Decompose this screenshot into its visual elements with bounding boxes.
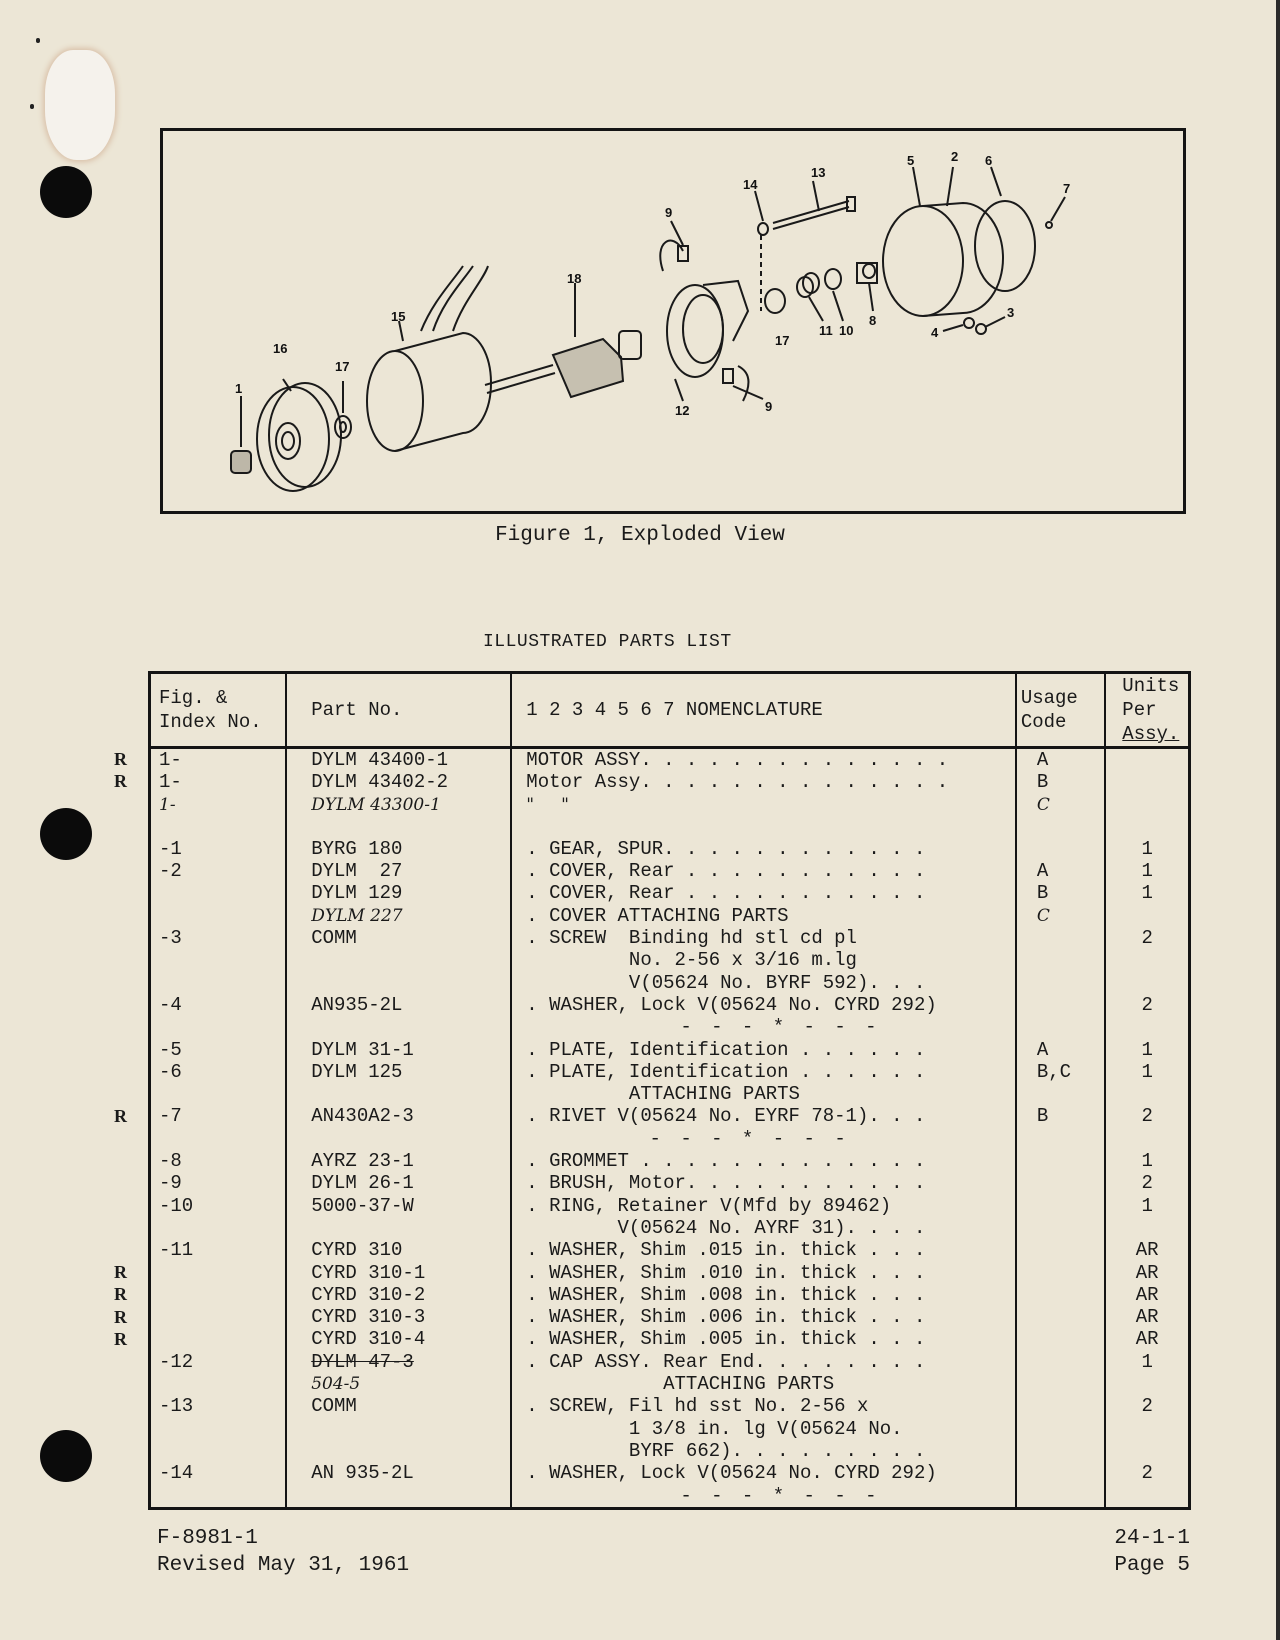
usage-code-cell (1016, 1462, 1105, 1484)
table-row (150, 1016, 1190, 1038)
usage-code-cell (1016, 1440, 1105, 1462)
table-row (150, 1373, 1190, 1395)
table-row (150, 1239, 1190, 1261)
usage-code-cell (1016, 1150, 1105, 1172)
usage-code-cell: B (1016, 882, 1105, 904)
callout-3: 3 (1007, 305, 1015, 320)
part-number-cell (286, 1217, 511, 1239)
part-number-cell: DYLM 27 (286, 860, 511, 882)
index-cell: -11 (150, 1239, 287, 1261)
part-number-cell (286, 1083, 511, 1105)
table-row (150, 905, 1190, 927)
units-per-assy-cell: AR (1105, 1239, 1189, 1261)
table-row (150, 927, 1190, 949)
part-number-cell (286, 972, 511, 994)
parts-list-title: ILLUSTRATED PARTS LIST (483, 632, 732, 652)
usage-code-cell: B (1016, 771, 1105, 793)
callout-16: 16 (273, 341, 288, 356)
callout-11: 11 (819, 323, 833, 338)
index-cell: -1 (150, 838, 287, 860)
revision-marker: R (114, 1328, 127, 1349)
index-cell (150, 1262, 287, 1284)
revision-date: Revised May 31, 1961 (157, 1554, 410, 1577)
table-row (150, 1128, 1190, 1150)
part-number-cell: DYLM 26-1 (286, 1172, 511, 1194)
table-row (150, 1105, 1190, 1127)
part-number-cell: AN935-2L (286, 994, 511, 1016)
part-number-cell (286, 1440, 511, 1462)
header-usage-code: Usage Code (1016, 673, 1105, 748)
index-cell (150, 816, 287, 838)
units-per-assy-cell: 1 (1105, 1195, 1189, 1217)
callout-6: 6 (985, 153, 993, 168)
header-index: Fig. & Index No. (150, 673, 287, 748)
revision-marker: R (114, 1306, 127, 1327)
punch-hole (40, 166, 92, 218)
doc-number: F-8981-1 (157, 1527, 258, 1550)
units-per-assy-cell: 2 (1105, 927, 1189, 949)
footer-right (1114, 1525, 1190, 1579)
index-cell: -12 (150, 1351, 287, 1373)
index-cell (150, 1016, 287, 1038)
units-per-assy-cell: 1 (1105, 1061, 1189, 1083)
units-per-assy-cell: 2 (1105, 1462, 1189, 1484)
nomenclature-cell: . WASHER, Lock V(05624 No. CYRD 292) (511, 1462, 1016, 1484)
speck (30, 104, 34, 109)
nomenclature-cell: . COVER, Rear . . . . . . . . . . . (511, 882, 1016, 904)
part-number-cell: COMM (286, 1395, 511, 1417)
part-number-cell: BYRG 180 (286, 838, 511, 860)
part-number-cell: CYRD 310-1 (286, 1262, 511, 1284)
part-number-cell: CYRD 310-2 (286, 1284, 511, 1306)
usage-code-cell (1016, 1195, 1105, 1217)
index-cell: -13 (150, 1395, 287, 1417)
part-number-cell: DYLM 43300-1 (286, 794, 511, 816)
part-number-cell: DYLM 31-1 (286, 1039, 511, 1061)
usage-code-cell (1016, 949, 1105, 971)
part-number-cell: AYRZ 23-1 (286, 1150, 511, 1172)
table-row (150, 1217, 1190, 1239)
callout-18: 18 (567, 271, 582, 286)
table-row (150, 1039, 1190, 1061)
index-cell: 1- (150, 748, 287, 772)
usage-code-cell (1016, 927, 1105, 949)
usage-code-cell (1016, 1128, 1105, 1150)
index-cell (150, 949, 287, 971)
callout-17b: 17 (775, 333, 790, 348)
units-per-assy-cell (1105, 771, 1189, 793)
usage-code-cell: B (1016, 1105, 1105, 1127)
callout-15: 15 (391, 309, 406, 324)
figure-exploded-view (160, 128, 1186, 514)
index-cell: -5 (150, 1039, 287, 1061)
revision-marker: R (114, 1284, 127, 1305)
nomenclature-cell: " " (511, 794, 1016, 816)
units-per-assy-cell (1105, 1418, 1189, 1440)
units-per-assy-cell (1105, 1016, 1189, 1038)
nomenclature-cell: - - - * - - - (511, 1128, 1016, 1150)
table-row (150, 1418, 1190, 1440)
usage-code-cell (1016, 994, 1105, 1016)
units-per-assy-cell (1105, 1373, 1189, 1395)
part-number-cell: DYLM 129 (286, 882, 511, 904)
usage-code-cell (1016, 1373, 1105, 1395)
usage-code-cell (1016, 1172, 1105, 1194)
revision-marker: R (114, 749, 127, 769)
usage-code-cell (1016, 1284, 1105, 1306)
index-cell: -3 (150, 927, 287, 949)
usage-code-cell: A (1016, 748, 1105, 772)
index-cell: 1- (150, 771, 287, 793)
units-per-assy-cell (1105, 1217, 1189, 1239)
figure-caption: Figure 1, Exploded View (495, 524, 785, 547)
callout-10: 10 (839, 323, 854, 338)
table-row (150, 1083, 1190, 1105)
nomenclature-cell: V(05624 No. BYRF 592). . . (511, 972, 1016, 994)
nomenclature-cell: . GEAR, SPUR. . . . . . . . . . . . (511, 838, 1016, 860)
nomenclature-cell: . COVER ATTACHING PARTS (511, 905, 1016, 927)
usage-code-cell (1016, 1083, 1105, 1105)
index-cell: -14 (150, 1462, 287, 1484)
nomenclature-cell: . SCREW, Fil hd sst No. 2-56 x (511, 1395, 1016, 1417)
table-row (150, 1328, 1190, 1350)
revision-marker: R (114, 771, 127, 792)
table-row (150, 838, 1190, 860)
units-per-assy-cell (1105, 816, 1189, 838)
part-number-cell: DYLM 227 (286, 905, 511, 927)
units-per-assy-cell (1105, 794, 1189, 816)
units-per-assy-cell (1105, 949, 1189, 971)
nomenclature-cell: . COVER, Rear . . . . . . . . . . . (511, 860, 1016, 882)
callout-7: 7 (1063, 181, 1071, 196)
speck (36, 38, 40, 43)
page-edge (1276, 0, 1280, 1640)
table-row (150, 1351, 1190, 1373)
table-row (150, 816, 1190, 838)
revision-marker: R (114, 1261, 127, 1282)
nomenclature-cell: . WASHER, Shim .010 in. thick . . . (511, 1262, 1016, 1284)
index-cell (150, 1306, 287, 1328)
header-nomenclature: 1 2 3 4 5 6 7 NOMENCLATURE (511, 673, 1016, 748)
units-per-assy-cell: 1 (1105, 1150, 1189, 1172)
nomenclature-cell: . PLATE, Identification . . . . . . (511, 1061, 1016, 1083)
index-cell (150, 1328, 287, 1350)
callout-9: 9 (665, 205, 673, 220)
table-body (150, 748, 1190, 1509)
table-row (150, 860, 1190, 882)
units-per-assy-cell (1105, 972, 1189, 994)
nomenclature-cell: . PLATE, Identification . . . . . . (511, 1039, 1016, 1061)
index-cell: -2 (150, 860, 287, 882)
units-per-assy-cell: 1 (1105, 1039, 1189, 1061)
nomenclature-cell: . WASHER, Lock V(05624 No. CYRD 292) (511, 994, 1016, 1016)
usage-code-cell: C (1016, 794, 1105, 816)
nomenclature-cell: . RING, Retainer V(Mfd by 89462) (511, 1195, 1016, 1217)
usage-code-cell (1016, 1418, 1105, 1440)
table-row (150, 949, 1190, 971)
table-row (150, 1172, 1190, 1194)
units-per-assy-cell (1105, 1083, 1189, 1105)
index-cell (150, 905, 287, 927)
units-per-assy-cell: 1 (1105, 838, 1189, 860)
units-per-assy-cell: AR (1105, 1262, 1189, 1284)
part-number-cell: DYLM 43400-1 (286, 748, 511, 772)
units-per-assy-cell: 1 (1105, 882, 1189, 904)
index-cell: -7 (150, 1105, 287, 1127)
part-number-cell: COMM (286, 927, 511, 949)
usage-code-cell: A (1016, 860, 1105, 882)
units-per-assy-cell (1105, 1485, 1189, 1509)
units-per-assy-cell: 2 (1105, 1172, 1189, 1194)
part-number-cell: AN430A2-3 (286, 1105, 511, 1127)
table-row (150, 1262, 1190, 1284)
part-number-cell: CYRD 310-4 (286, 1328, 511, 1350)
part-number-cell: CYRD 310-3 (286, 1306, 511, 1328)
part-number-cell: AN 935-2L (286, 1462, 511, 1484)
index-cell: 1- (150, 794, 287, 816)
punch-hole (40, 808, 92, 860)
table-row (150, 1061, 1190, 1083)
units-per-assy-cell: 2 (1105, 1105, 1189, 1127)
part-number-cell (286, 1016, 511, 1038)
callout-5: 5 (907, 153, 915, 168)
usage-code-cell: C (1016, 905, 1105, 927)
table-row (150, 994, 1190, 1016)
callout-14: 14 (743, 177, 758, 192)
usage-code-cell (1016, 1395, 1105, 1417)
footer-left (157, 1525, 409, 1579)
nomenclature-cell: MOTOR ASSY. . . . . . . . . . . . . . (511, 748, 1016, 772)
nomenclature-cell: ATTACHING PARTS (511, 1373, 1016, 1395)
units-per-assy-cell: 2 (1105, 1395, 1189, 1417)
nomenclature-cell: . WASHER, Shim .008 in. thick . . . (511, 1284, 1016, 1306)
part-number-cell (286, 1418, 511, 1440)
index-cell (150, 1284, 287, 1306)
callout-9b: 9 (765, 399, 773, 414)
table-row (150, 771, 1190, 793)
nomenclature-cell: . RIVET V(05624 No. EYRF 78-1). . . (511, 1105, 1016, 1127)
punch-hole (40, 1430, 92, 1482)
exploded-view-illustration (163, 131, 1183, 511)
part-number-cell: DYLM 43402-2 (286, 771, 511, 793)
nomenclature-cell: V(05624 No. AYRF 31). . . . (511, 1217, 1016, 1239)
usage-code-cell: B,C (1016, 1061, 1105, 1083)
nomenclature-cell: ATTACHING PARTS (511, 1083, 1016, 1105)
usage-code-cell (1016, 838, 1105, 860)
table-row (150, 1395, 1190, 1417)
units-per-assy-cell (1105, 1440, 1189, 1462)
nomenclature-cell: 1 3/8 in. lg V(05624 No. (511, 1418, 1016, 1440)
nomenclature-cell: . CAP ASSY. Rear End. . . . . . . . (511, 1351, 1016, 1373)
index-cell: -6 (150, 1061, 287, 1083)
revision-marker: R (114, 1105, 127, 1126)
index-cell (150, 882, 287, 904)
table-row (150, 972, 1190, 994)
part-number-cell: 504-5 (286, 1373, 511, 1395)
usage-code-cell (1016, 816, 1105, 838)
paper-stain (45, 50, 115, 160)
nomenclature-cell: . WASHER, Shim .015 in. thick . . . (511, 1239, 1016, 1261)
table-row (150, 1440, 1190, 1462)
nomenclature-cell: No. 2-56 x 3/16 m.lg (511, 949, 1016, 971)
table-row (150, 1306, 1190, 1328)
usage-code-cell: A (1016, 1039, 1105, 1061)
index-cell (150, 1373, 287, 1395)
section-number: 24-1-1 (1114, 1527, 1190, 1550)
part-number-cell (286, 1128, 511, 1150)
table-row (150, 794, 1190, 816)
index-cell: -8 (150, 1150, 287, 1172)
callout-13: 13 (811, 165, 826, 180)
usage-code-cell (1016, 972, 1105, 994)
part-number-cell: DYLM 125 (286, 1061, 511, 1083)
index-cell: -10 (150, 1195, 287, 1217)
usage-code-cell (1016, 1485, 1105, 1509)
table-row (150, 1485, 1190, 1509)
callout-1: 1 (235, 381, 243, 396)
table-row (150, 1284, 1190, 1306)
nomenclature-cell: . BRUSH, Motor. . . . . . . . . . . (511, 1172, 1016, 1194)
page-number: Page 5 (1114, 1554, 1190, 1577)
units-per-assy-cell (1105, 905, 1189, 927)
units-per-assy-cell: 1 (1105, 860, 1189, 882)
index-cell: -4 (150, 994, 287, 1016)
table-row (150, 1462, 1190, 1484)
table-header-row (150, 673, 1190, 748)
units-per-assy-cell: 1 (1105, 1351, 1189, 1373)
usage-code-cell (1016, 1262, 1105, 1284)
nomenclature-cell: . GROMMET . . . . . . . . . . . . . (511, 1150, 1016, 1172)
nomenclature-cell: . SCREW Binding hd stl cd pl (511, 927, 1016, 949)
index-cell (150, 1418, 287, 1440)
nomenclature-cell: - - - * - - - (511, 1485, 1016, 1509)
usage-code-cell (1016, 1016, 1105, 1038)
units-per-assy-cell: AR (1105, 1306, 1189, 1328)
nomenclature-cell (511, 816, 1016, 838)
illustrated-parts-table (148, 671, 1191, 1510)
part-number-cell: DYLM 47-3 (286, 1351, 511, 1373)
callout-4: 4 (931, 325, 939, 340)
part-number-cell: 5000-37-W (286, 1195, 511, 1217)
table-row (150, 748, 1190, 772)
units-per-assy-cell: 2 (1105, 994, 1189, 1016)
header-part-no: Part No. (286, 673, 511, 748)
usage-code-cell (1016, 1217, 1105, 1239)
nomenclature-cell: . WASHER, Shim .005 in. thick . . . (511, 1328, 1016, 1350)
usage-code-cell (1016, 1306, 1105, 1328)
table-row (150, 1150, 1190, 1172)
table-row (150, 882, 1190, 904)
table-row (150, 1195, 1190, 1217)
index-cell (150, 972, 287, 994)
part-number-cell (286, 816, 511, 838)
nomenclature-cell: . WASHER, Shim .006 in. thick . . . (511, 1306, 1016, 1328)
usage-code-cell (1016, 1239, 1105, 1261)
header-units-per-assy: Units Per Assy. (1105, 673, 1189, 748)
callout-17: 17 (335, 359, 350, 374)
callout-8: 8 (869, 313, 877, 328)
index-cell (150, 1128, 287, 1150)
units-per-assy-cell (1105, 748, 1189, 772)
nomenclature-cell: Motor Assy. . . . . . . . . . . . . . (511, 771, 1016, 793)
units-per-assy-cell (1105, 1128, 1189, 1150)
part-number-cell (286, 949, 511, 971)
units-per-assy-cell: AR (1105, 1328, 1189, 1350)
part-number-cell (286, 1485, 511, 1509)
usage-code-cell (1016, 1351, 1105, 1373)
callout-2: 2 (951, 149, 959, 164)
part-number-cell: CYRD 310 (286, 1239, 511, 1261)
index-cell (150, 1440, 287, 1462)
index-cell (150, 1485, 287, 1509)
index-cell (150, 1217, 287, 1239)
index-cell (150, 1083, 287, 1105)
units-per-assy-cell: AR (1105, 1284, 1189, 1306)
nomenclature-cell: BYRF 662). . . . . . . . . (511, 1440, 1016, 1462)
usage-code-cell (1016, 1328, 1105, 1350)
nomenclature-cell: - - - * - - - (511, 1016, 1016, 1038)
callout-12: 12 (675, 403, 690, 418)
index-cell: -9 (150, 1172, 287, 1194)
